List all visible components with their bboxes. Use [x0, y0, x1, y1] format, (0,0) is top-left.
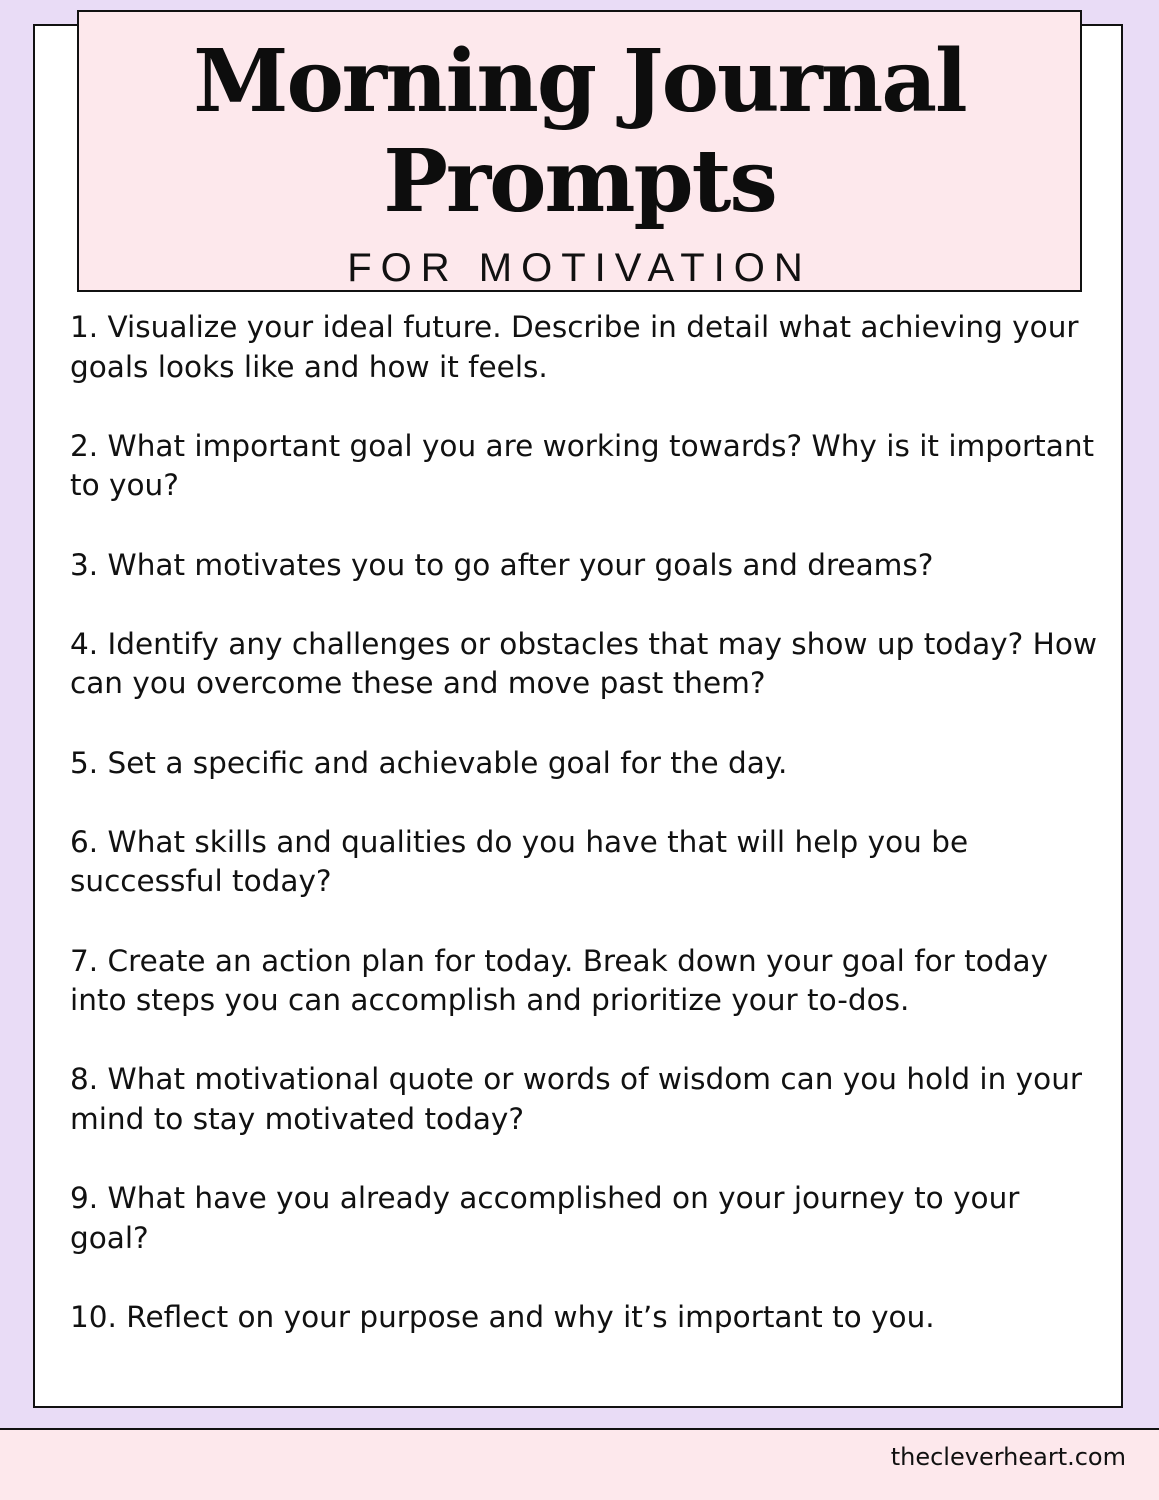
prompt-item-9: 9. What have you already accomplished on your journey to your goal?	[70, 1181, 1020, 1255]
prompt-item-3: 3. What motivates you to go after your goals and dreams?	[70, 547, 934, 582]
title-box	[77, 10, 1082, 292]
website-url[interactable]: thecleverheart.com	[890, 1443, 1126, 1471]
prompt-item-7: 7. Create an action plan for today. Break down your goal for today into steps you can accomplish and prioritize your to-dos.	[70, 943, 1049, 1018]
page-subtitle: FOR MOTIVATION	[347, 246, 812, 290]
page-title-line-2: Prompts	[383, 131, 776, 232]
page-title-line-1: Morning Journal	[193, 31, 966, 132]
prompt-item-6: 6. What skills and qualities do you have that will help you be successful today?	[70, 824, 969, 899]
prompt-list	[70, 308, 1100, 1377]
prompt-item-4: 4. Identify any challenges or obstacles that may show up today? How can you overcome these and move past them?	[70, 626, 1097, 701]
prompt-item-10: 10. Reflect on your purpose and why it’s important to you.	[70, 1299, 935, 1334]
prompt-item-8: 8. What motivational quote or words of wisdom can you hold in your mind to stay motivated today?	[70, 1062, 1083, 1136]
prompt-item-2: 2. What important goal you are working towards? Why is it important to you?	[70, 428, 1095, 503]
prompt-item-5: 5. Set a specific and achievable goal for the day.	[70, 745, 788, 780]
prompt-item-1: 1. Visualize your ideal future. Describe in detail what achieving your goals looks like and how it feels.	[70, 310, 1079, 384]
footer-bar	[0, 1428, 1159, 1500]
